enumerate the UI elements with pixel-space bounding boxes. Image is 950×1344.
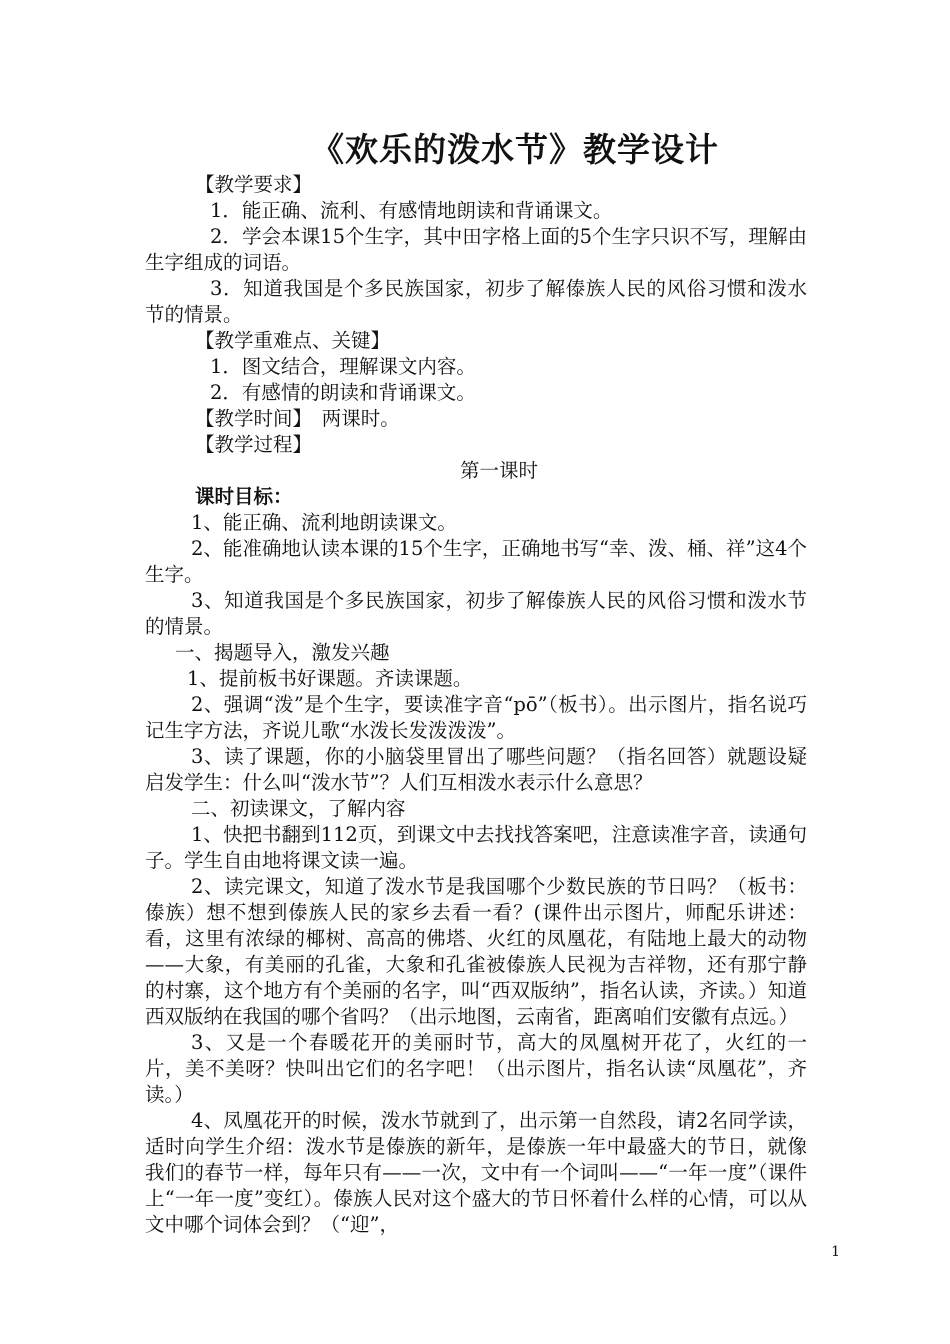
step-1-item-3: 3、读了课题，你的小脑袋里冒出了哪些问题？（指名回答）就题设疑启发学生：什么叫“泼水节”？人们互相泼水表示什么意思？ [145, 745, 807, 794]
page-number: 1 [831, 1244, 840, 1260]
requirement-item-3: 3．知道我国是个多民族国家，初步了解傣族人民的风俗习惯和泼水节的情景。 [145, 277, 807, 326]
lesson-goal-3: 3、知道我国是个多民族国家，初步了解傣族人民的风俗习惯和泼水节的情景。 [145, 589, 807, 638]
lesson-goal-2: 2、能准确地认读本课的15个生字，正确地书写“幸、泼、桶、祥”这4个生字。 [145, 537, 807, 586]
step-1-item-2: 2、强调“泼”是个生字，要读准字音“pō”（板书）。出示图片，指名说巧记生字方法，齐说儿歌“水泼长发泼泼泼”。 [145, 693, 807, 742]
step-heading-1: 一、揭题导入，激发兴趣 [175, 641, 390, 664]
lesson-goals-heading: 课时目标： [195, 485, 293, 508]
step-2-item-1: 1、快把书翻到112页，到课文中去找找答案吧，注意读准字音，读通句子。学生自由地将课文读一遍。 [145, 823, 807, 872]
key-point-item-2: 2．有感情的朗读和背诵课文。 [210, 381, 476, 404]
section-heading-key-points: 【教学重难点、关键】 [195, 329, 391, 352]
lesson-goal-1: 1、能正确、流利地朗读课文。 [191, 511, 457, 534]
key-point-item-1: 1．图文结合，理解课文内容。 [210, 355, 476, 378]
document-body [145, 172, 807, 1238]
section-heading-time: 【教学时间】 两课时。 [195, 407, 400, 430]
section-heading-process: 【教学过程】 [195, 433, 313, 456]
step-2-item-2: 2、读完课文，知道了泼水节是我国哪个少数民族的节日吗？（板书：傣族）想不想到傣族人民的家乡去看一看？(课件出示图片，师配乐讲述：看，这里有浓绿的椰树、高高的佛塔、火红的凤凰花，有陆地上最大的动物——大象，有美丽的孔雀，大象和孔雀被傣族人民视为吉祥物，还有那宁静的村寨，这个地方有个美丽的名字，叫“西双版纳”，指名认读，齐读。）知道西双版纳在我国的哪个省吗？（出示地图，云南省，距离咱们安徽有点远。） [145, 875, 807, 1028]
step-1-item-1: 1、提前板书好课题。齐读课题。 [187, 667, 473, 690]
step-heading-2: 二、初读课文，了解内容 [191, 797, 406, 820]
section-heading-requirements: 【教学要求】 [195, 173, 313, 196]
document-title: 《欢乐的泼水节》教学设计 [311, 130, 719, 169]
lesson-heading: 第一课时 [459, 459, 538, 482]
requirement-item-2: 2．学会本课15个生字，其中田字格上面的5个生字只识不写，理解由生字组成的词语。 [145, 225, 807, 274]
step-2-item-4: 4、凤凰花开的时候，泼水节就到了，出示第一自然段，请2名同学读，适时向学生介绍：泼水节是傣族的新年，是傣族一年中最盛大的节日，就像我们的春节一样，每年只有——一次，文中有一个词叫——“一年一度”（课件上“一年一度”变红）。傣族人民对这个盛大的节日怀着什么样的心情，可以从文中哪个词体会到？（“迎”， [145, 1109, 807, 1236]
step-2-item-3: 3、又是一个春暖花开的美丽时节，高大的凤凰树开花了，火红的一片，美不美呀？快叫出它们的名字吧！（出示图片，指名认读“凤凰花”，齐读。） [145, 1031, 807, 1106]
requirement-item-1: 1．能正确、流利、有感情地朗读和背诵课文。 [210, 199, 613, 222]
